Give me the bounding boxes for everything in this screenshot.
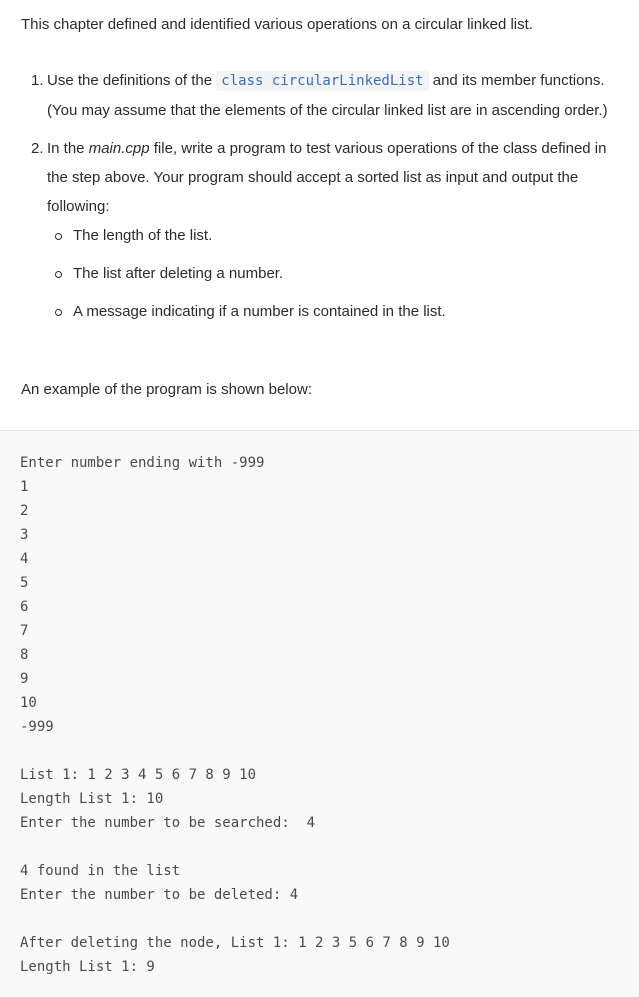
bullet-icon bbox=[55, 309, 62, 316]
step-text: and its member functions. (You may assume that the elements of the circular linked list are in ascending order.) bbox=[47, 72, 608, 119]
code-line: 3 bbox=[20, 527, 29, 543]
program-output bbox=[20, 451, 450, 979]
list-item: The list after deleting a number. bbox=[47, 259, 631, 288]
instruction-list bbox=[0, 66, 639, 326]
step-text: file, write a program to test various operations of the class defined in the step above. Your program should accept a sorted list as input and output the following: bbox=[47, 140, 607, 215]
code-line: 1 bbox=[20, 479, 29, 495]
blank-line bbox=[20, 835, 450, 859]
code-line: 5 bbox=[20, 575, 29, 591]
code-line: 6 bbox=[20, 599, 29, 615]
code-line: After deleting the node, List 1: 1 2 3 5 6 7 8 9 10 bbox=[20, 935, 450, 951]
code-line: Enter the number to be deleted: 4 bbox=[20, 887, 299, 903]
code-line: Enter the number to be searched: 4 bbox=[20, 815, 316, 831]
inline-code: class circularLinkedList bbox=[216, 71, 428, 91]
bullet-icon bbox=[55, 233, 62, 240]
bullet-icon bbox=[55, 271, 62, 278]
code-line: Length List 1: 9 bbox=[20, 959, 155, 975]
step-text: In the bbox=[47, 140, 89, 157]
code-line: 10 bbox=[20, 695, 37, 711]
blank-line bbox=[20, 907, 450, 931]
step-text: Use the definitions of the bbox=[47, 72, 217, 89]
intro-paragraph: This chapter defined and identified various operations on a circular linked list. bbox=[21, 16, 533, 33]
blank-line bbox=[20, 739, 450, 763]
step-1 bbox=[0, 66, 639, 125]
code-line: Length List 1: 10 bbox=[20, 791, 164, 807]
step-number: 1. bbox=[31, 72, 44, 89]
code-line: 4 found in the list bbox=[20, 863, 181, 879]
code-line: 2 bbox=[20, 503, 29, 519]
code-line: 7 bbox=[20, 623, 29, 639]
output-requirements-list bbox=[47, 221, 631, 326]
filename: main.cpp bbox=[88, 140, 150, 157]
code-line: 4 bbox=[20, 551, 29, 567]
code-output-block bbox=[0, 430, 639, 997]
code-line: List 1: 1 2 3 4 5 6 7 8 9 10 bbox=[20, 767, 257, 783]
code-line: Enter number ending with -999 bbox=[20, 455, 265, 471]
example-intro: An example of the program is shown below: bbox=[21, 381, 312, 398]
step-number: 2. bbox=[31, 140, 44, 157]
list-item: The length of the list. bbox=[47, 221, 631, 250]
code-line: 9 bbox=[20, 671, 29, 687]
code-line: 8 bbox=[20, 647, 29, 663]
step-2 bbox=[0, 134, 639, 326]
code-line: -999 bbox=[20, 719, 54, 735]
list-item: A message indicating if a number is contained in the list. bbox=[47, 297, 631, 326]
